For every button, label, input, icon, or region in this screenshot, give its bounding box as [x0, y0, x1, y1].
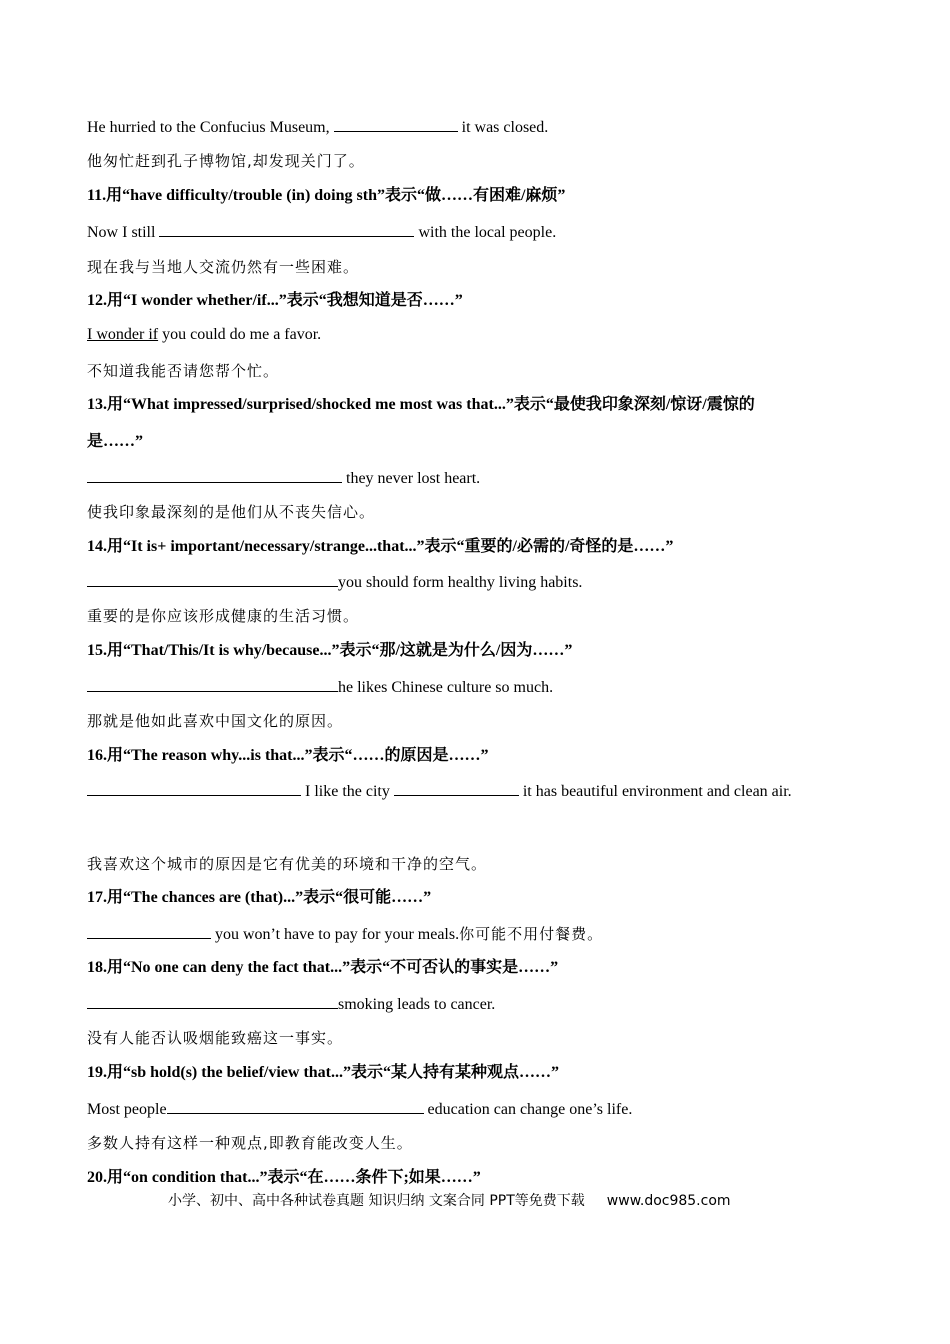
sentence-line: you should form healthy living habits. — [87, 571, 582, 593]
section-heading: 17.用“The chances are (that)...”表示“很可能……” — [87, 889, 432, 906]
chinese-translation: 那就是他如此喜欢中国文化的原因。 — [87, 712, 344, 730]
answer-blank[interactable] — [394, 780, 519, 796]
chinese-translation: 他匆忙赶到孔子博物馆,却发现关门了。 — [87, 152, 365, 170]
example-sentence: I wonder if you could do me a favor. — [87, 326, 322, 343]
answer-blank[interactable] — [159, 221, 414, 237]
section-heading: 14.用“It is+ important/necessary/strange...that...”表示“重要的/必需的/奇怪的是……” — [87, 538, 674, 555]
chinese-translation: 使我印象最深刻的是他们从不丧失信心。 — [87, 503, 376, 521]
footer-site-link[interactable]: www.doc985.com — [606, 1193, 731, 1209]
section-heading: 15.用“That/This/It is why/because...”表示“那/这就是为什么/因为……” — [87, 642, 573, 659]
section-heading: 12.用“I wonder whether/if...”表示“我想知道是否……” — [87, 292, 463, 309]
answer-blank[interactable] — [87, 467, 342, 483]
sentence-line: He hurried to the Confucius Museum, it was closed. — [87, 116, 548, 138]
section-heading: 16.用“The reason why...is that...”表示“……的原因是……” — [87, 747, 489, 764]
sentence-line: you won’t have to pay for your meals.你可能不用付餐费。 — [87, 923, 603, 945]
answer-blank[interactable] — [87, 780, 301, 796]
answer-blank[interactable] — [87, 571, 338, 587]
sentence-line: he likes Chinese culture so much. — [87, 676, 553, 698]
answer-blank[interactable] — [167, 1098, 424, 1114]
chinese-translation: 没有人能否认吸烟能致癌这一事实。 — [87, 1029, 344, 1047]
chinese-translation: 不知道我能否请您帮个忙。 — [87, 362, 280, 380]
footer-text: 小学、初中、高中各种试卷真题 知识归纳 文案合同 PPT等免费下载 — [168, 1193, 585, 1209]
section-heading: 19.用“sb hold(s) the belief/view that...”表示“某人持有某种观点……” — [87, 1064, 560, 1081]
sentence-line: smoking leads to cancer. — [87, 993, 495, 1015]
answer-blank[interactable] — [87, 676, 338, 692]
section-heading-continued: 是……” — [87, 433, 144, 450]
section-heading: 18.用“No one can deny the fact that...”表示“不可否认的事实是……” — [87, 959, 559, 976]
chinese-translation: 重要的是你应该形成健康的生活习惯。 — [87, 607, 360, 625]
section-heading: 20.用“on condition that...”表示“在……条件下;如果……” — [87, 1169, 481, 1186]
answer-blank[interactable] — [334, 116, 458, 132]
sentence-line: they never lost heart. — [87, 467, 480, 489]
page-footer — [168, 1191, 731, 1211]
sentence-line: Most people education can change one’s life. — [87, 1098, 632, 1120]
section-heading: 13.用“What impressed/surprised/shocked me most was that...”表示“最使我印象深刻/惊讶/震惊的 — [87, 396, 755, 413]
answer-blank[interactable] — [87, 923, 211, 939]
section-heading: 11.用“have difficulty/trouble (in) doing sth”表示“做……有困难/麻烦” — [87, 187, 566, 204]
sentence-line: I like the city it has beautiful environment and clean air. — [87, 780, 792, 802]
chinese-translation: 现在我与当地人交流仍然有一些困难。 — [87, 258, 360, 276]
chinese-translation: 我喜欢这个城市的原因是它有优美的环境和干净的空气。 — [87, 855, 488, 873]
sentence-line: Now I still with the local people. — [87, 221, 556, 243]
answer-blank[interactable] — [87, 993, 338, 1009]
chinese-translation: 多数人持有这样一种观点,即教育能改变人生。 — [87, 1134, 413, 1152]
